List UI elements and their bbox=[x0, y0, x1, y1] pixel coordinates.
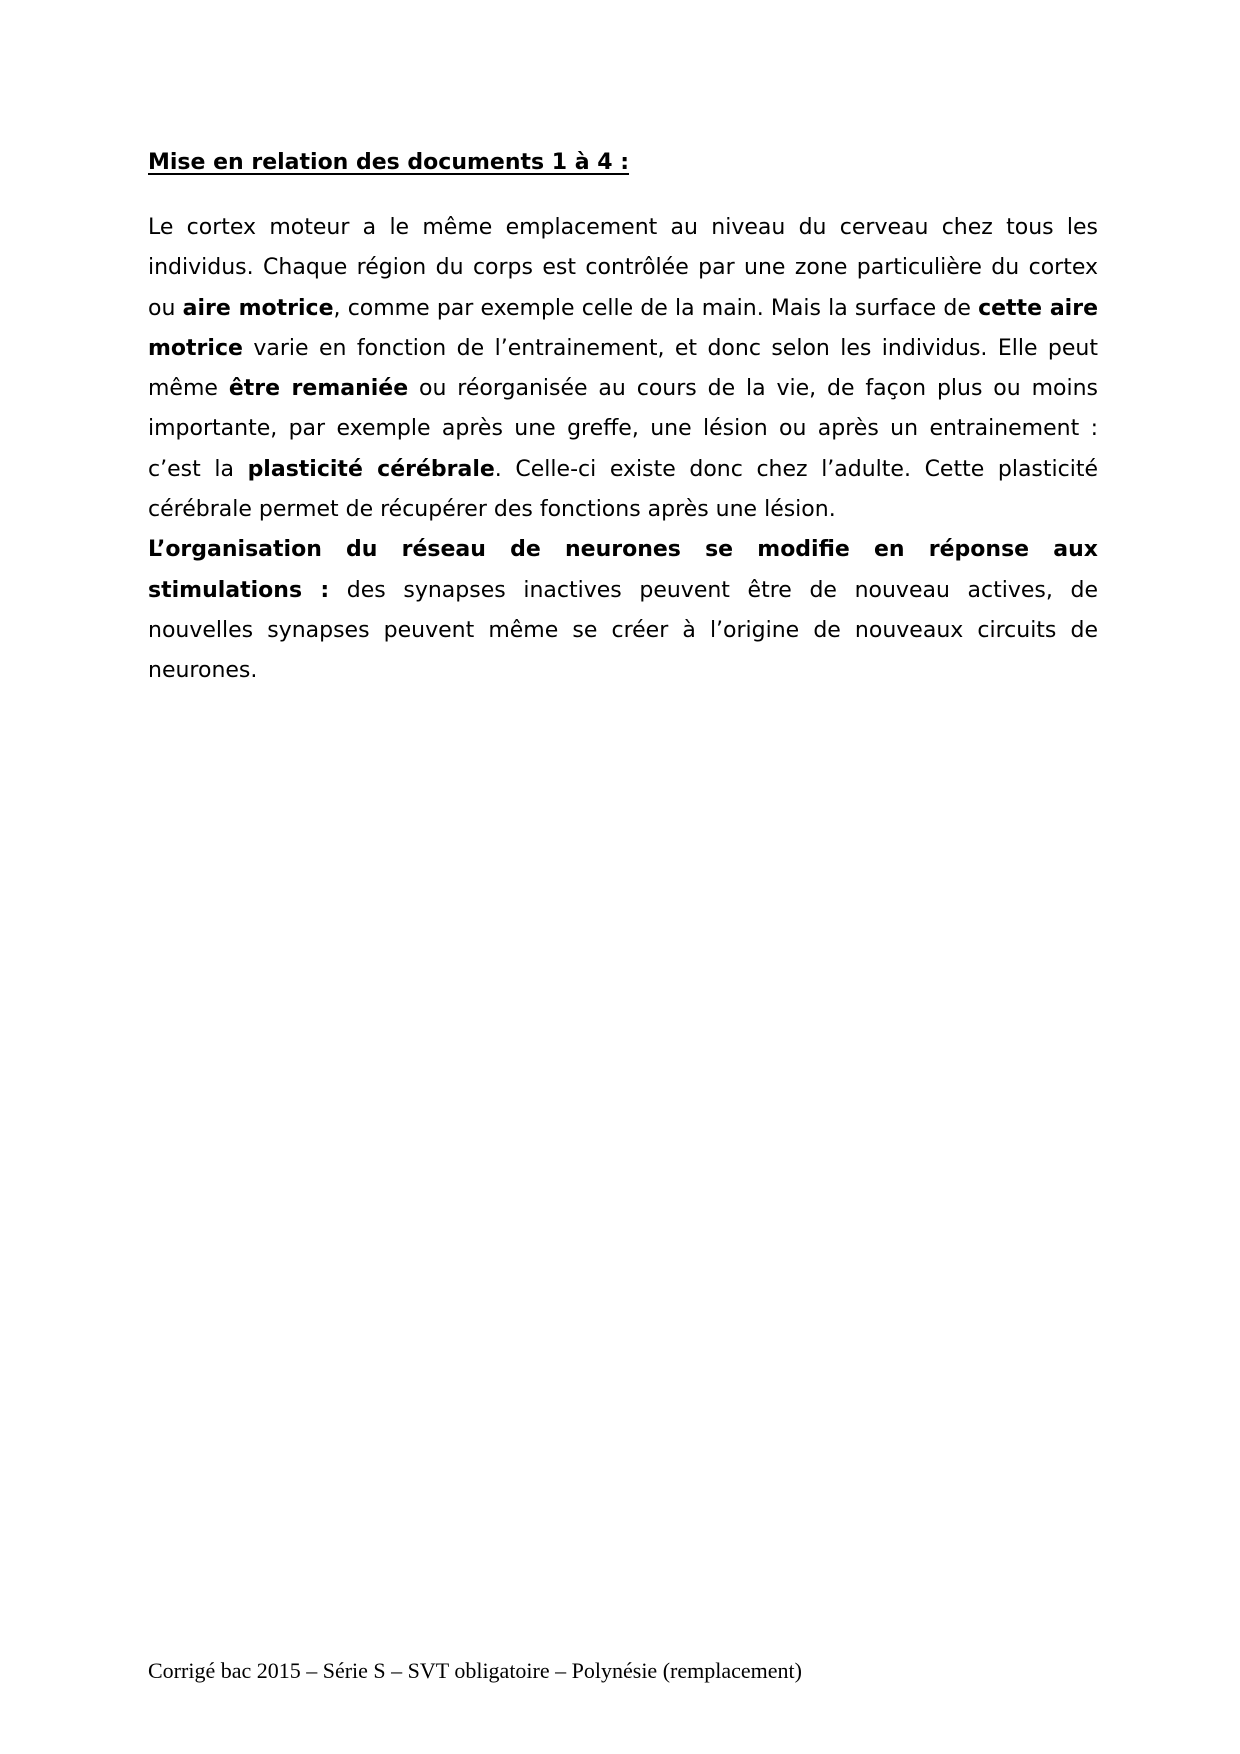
bold-statement-organisation-reseau: L’organisation du réseau de neurones se modifie en réponse aux stimulations : bbox=[148, 537, 1098, 603]
text-segment: . Celle-ci existe donc chez l’adulte. Cette plasticité cérébrale permet de récupérer des fonctions après une lésion. bbox=[148, 456, 1099, 523]
text-segment: ou réorganisée au cours de la vie, de façon plus ou moins importante, par exemple après une greffe, une lésion ou après un entrainement : c’est la bbox=[148, 376, 1098, 482]
text-segment: , comme par exemple celle de la main. Mais la surface de bbox=[333, 295, 979, 321]
paragraph-cortex-moteur bbox=[148, 208, 1098, 530]
text-segment: des synapses inactives peuvent être de nouveau actives, de nouvelles synapses peuvent même se créer à l’origine de nouveaux circuits de neurones. bbox=[148, 577, 1098, 684]
bold-term-cette-aire-motrice: cette aire motrice bbox=[148, 295, 1098, 361]
section-heading: Mise en relation des documents 1 à 4 : bbox=[148, 150, 630, 175]
page-footer: Corrigé bac 2015 – Série S – SVT obligatoire – Polynésie (remplacement) bbox=[148, 1658, 802, 1683]
text-segment: Le cortex moteur a le même emplacement au niveau du cerveau chez tous les individus. Chaque région du corps est contrôlée par une zone particulière du cortex ou bbox=[148, 215, 1098, 321]
body-text bbox=[148, 208, 1098, 692]
paragraph-reseau-neurones bbox=[148, 530, 1098, 691]
bold-term-aire-motrice: aire motrice bbox=[182, 295, 334, 321]
text-segment: varie en fonction de l’entrainement, et donc selon les individus. Elle peut même bbox=[148, 335, 1098, 402]
bold-term-etre-remaniee: être remaniée bbox=[228, 376, 409, 402]
bold-term-plasticite-cerebrale: plasticité cérébrale bbox=[247, 456, 495, 482]
